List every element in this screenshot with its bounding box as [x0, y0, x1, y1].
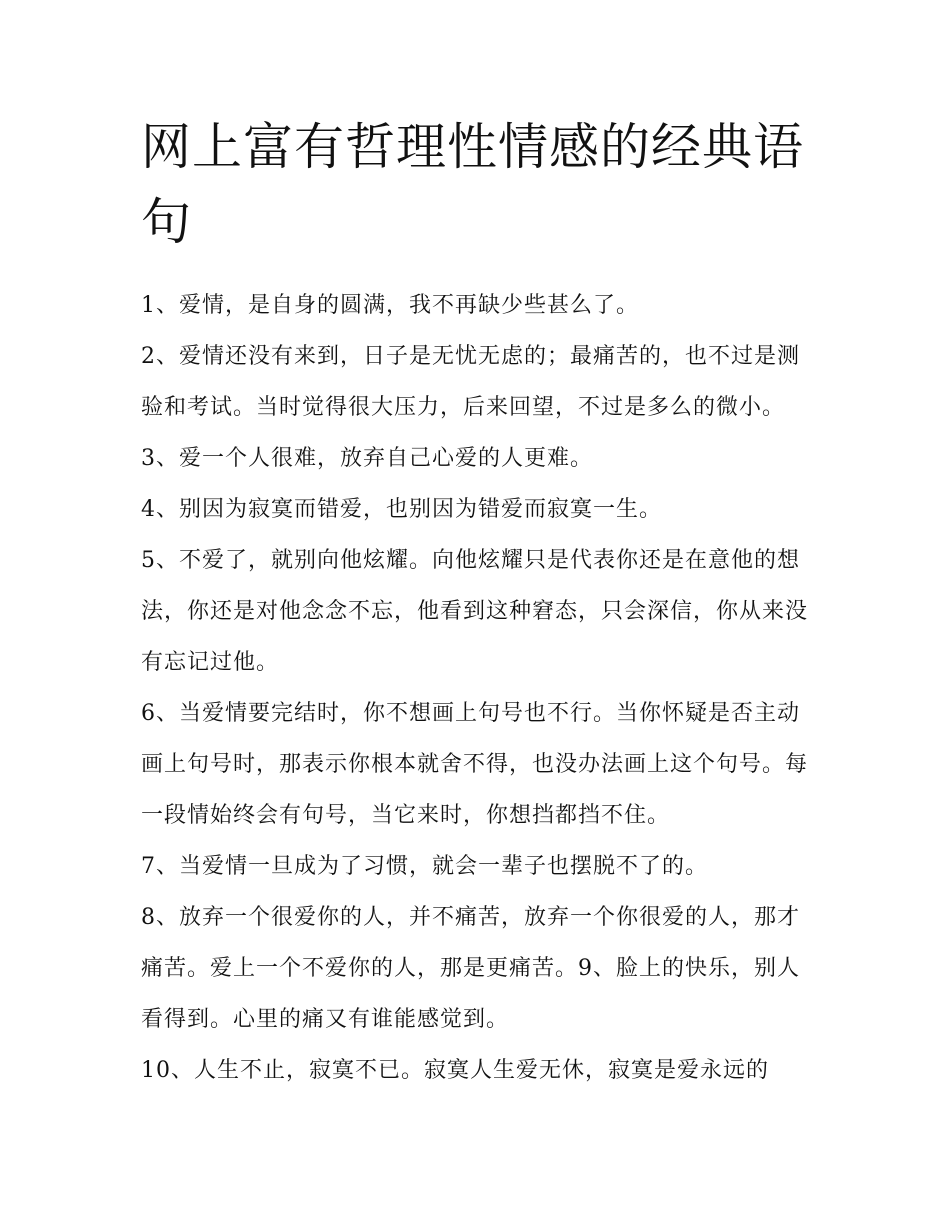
document-title: 网上富有哲理性情感的经典语句	[141, 118, 804, 251]
paragraph-8: 10、人生不止，寂寞不已。寂寞人生爱无休，寂寞是爱永远的	[141, 1058, 769, 1083]
paragraph-1: 1、爱情，是自身的圆满，我不再缺少些甚么了。	[141, 293, 639, 318]
document-page	[141, 110, 813, 1096]
paragraph-7: 8、放弃一个很爱你的人，并不痛苦，放弃一个你很爱的人，那才痛苦。爱上一个不爱你的人，那是更痛苦。9、脸上的快乐，别人看得到。心里的痛又有谁能感觉到。	[141, 905, 800, 1032]
paragraph-5: 6、当爱情要完结时，你不想画上句号也不行。当你怀疑是否主动画上句号时，那表示你根本就舍不得，也没办法画上这个句号。每一段情始终会有句号，当它来时，你想挡都挡不住。	[141, 701, 809, 828]
paragraph-6: 7、当爱情一旦成为了习惯，就会一辈子也摆脱不了的。	[141, 854, 708, 879]
paragraph-2: 2、爱情还没有来到，日子是无忧无虑的；最痛苦的，也不过是测验和考试。当时觉得很大压力，后来回望，不过是多么的微小。 3、爱一个人很难，放弃自己心爱的人更难。	[141, 344, 800, 471]
paragraph-3: 4、别因为寂寞而错爱，也别因为错爱而寂寞一生。	[141, 497, 662, 522]
paragraph-4: 5、不爱了，就别向他炫耀。向他炫耀只是代表你还是在意他的想法，你还是对他念念不忘，他看到这种窘态，只会深信，你从来没有忘记过他。	[141, 548, 809, 675]
